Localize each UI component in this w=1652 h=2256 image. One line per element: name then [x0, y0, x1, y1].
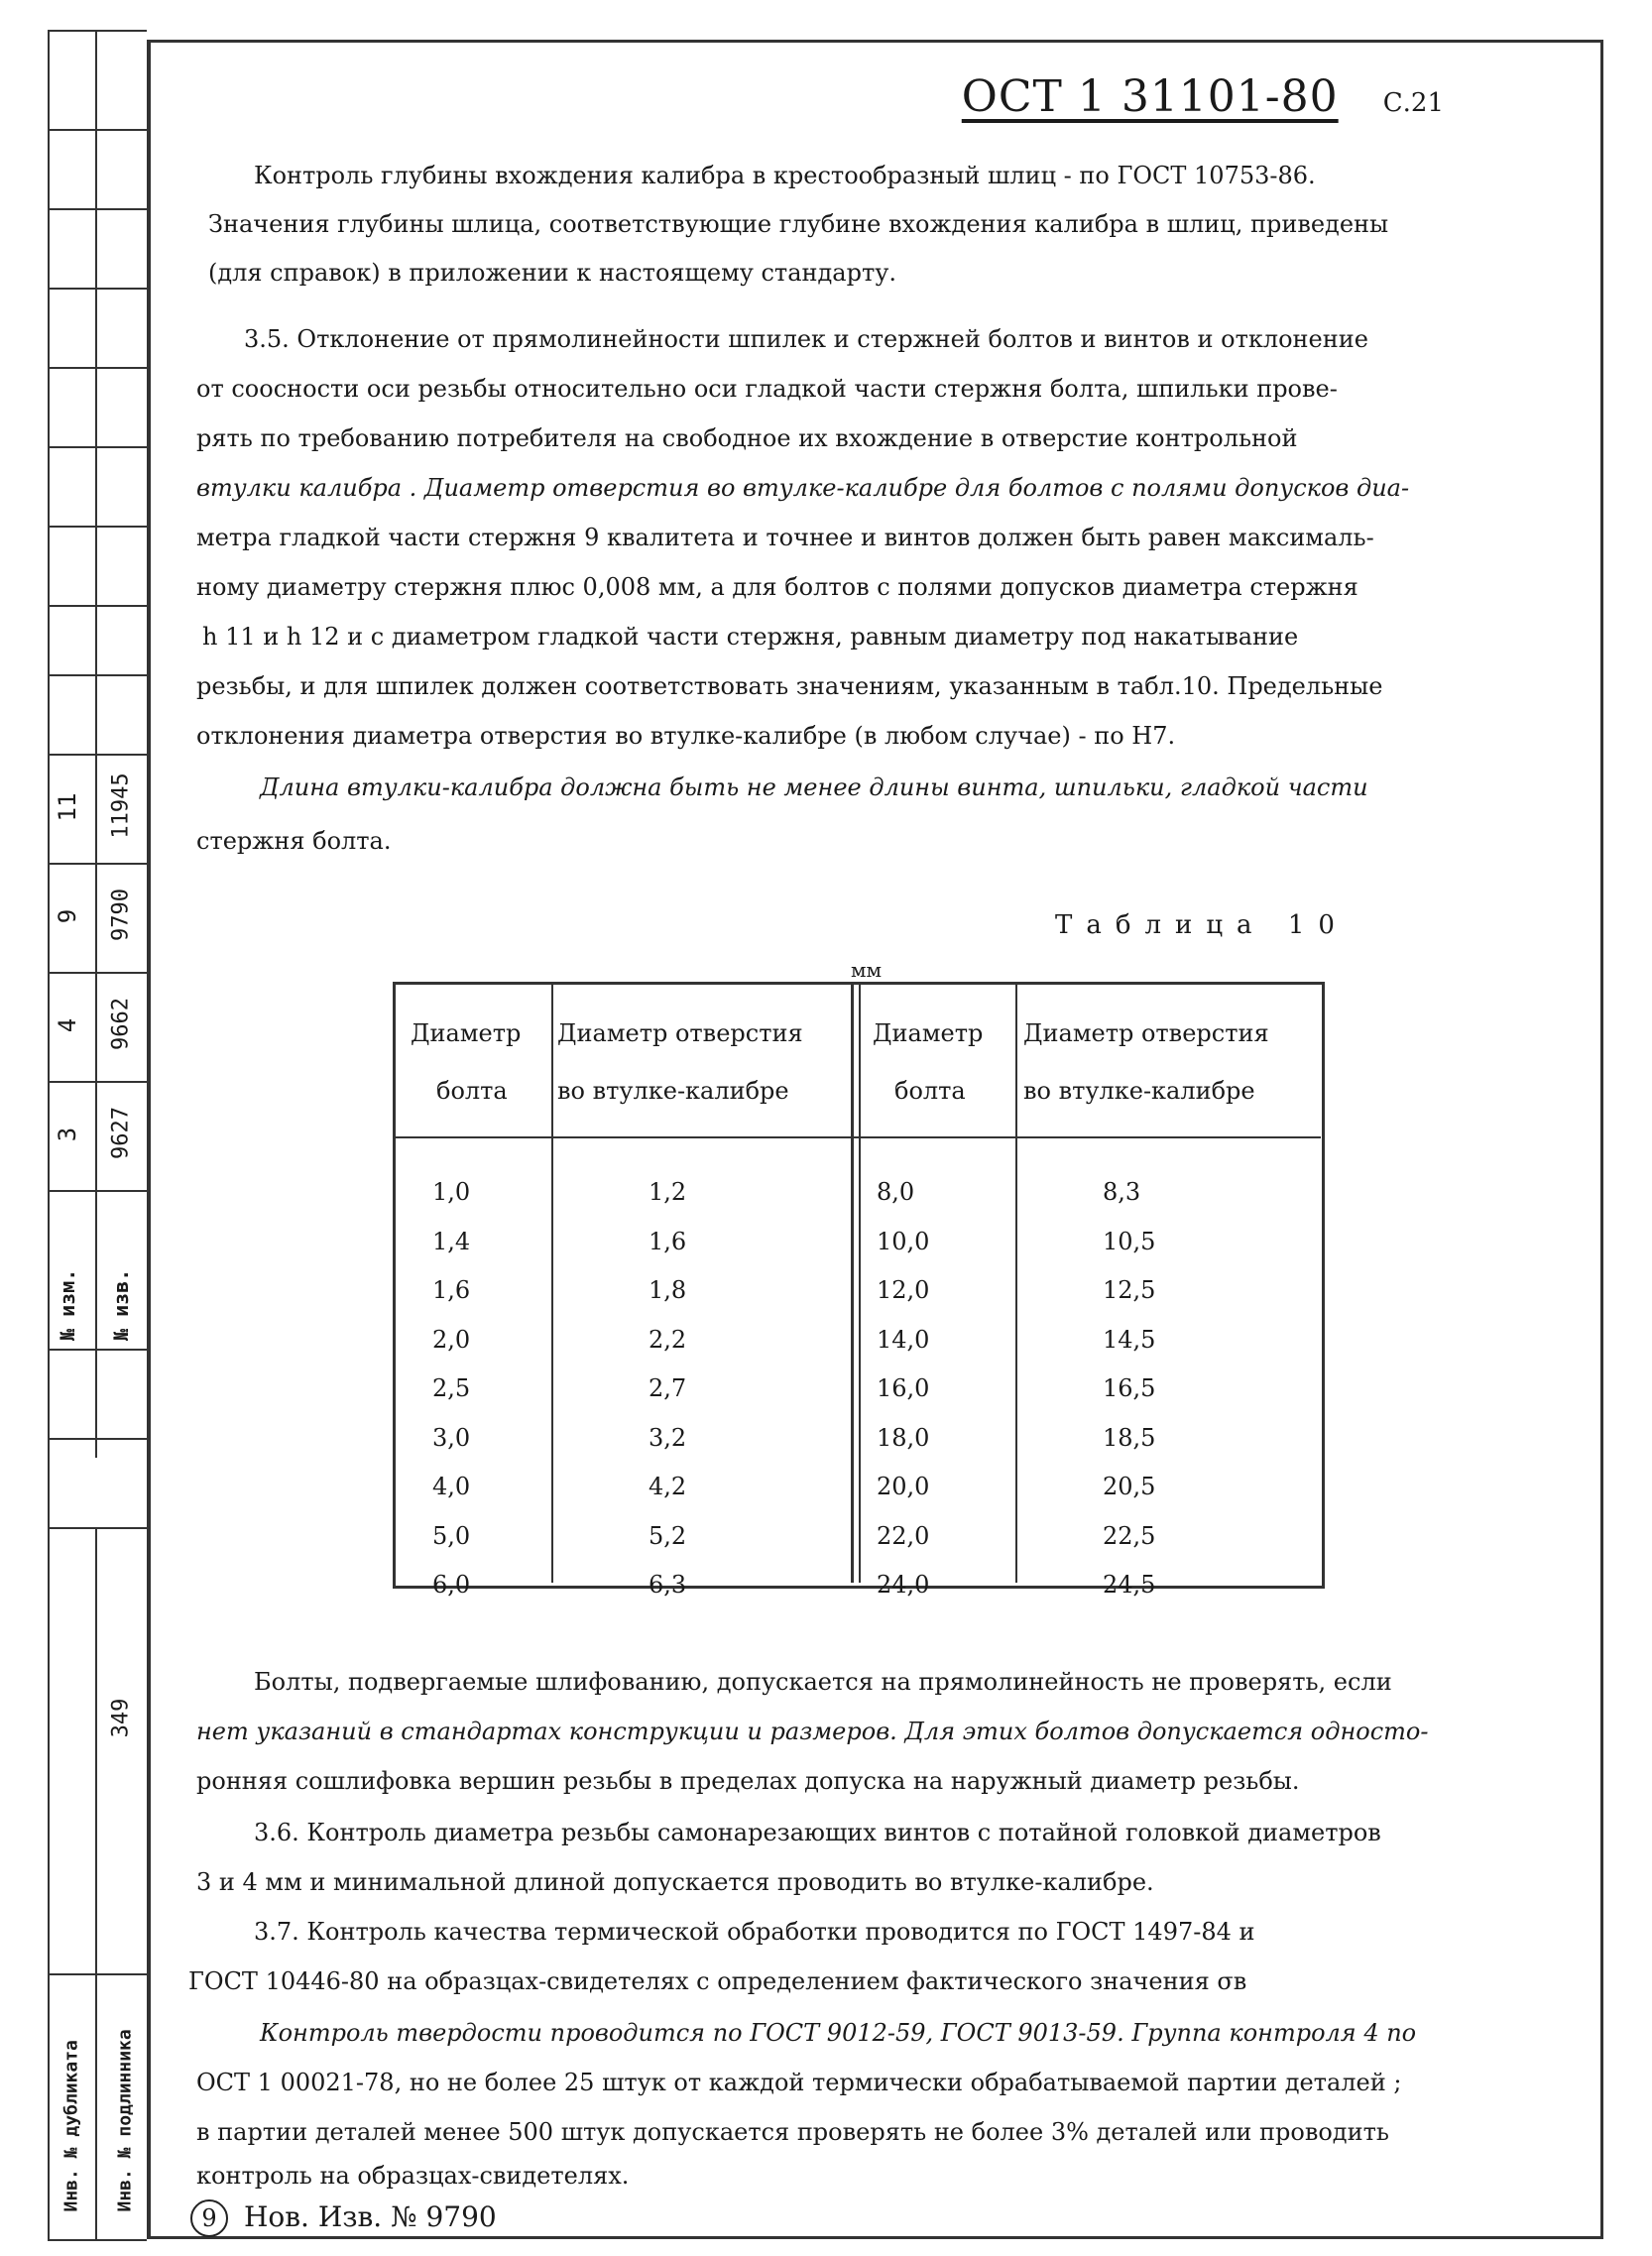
table-header: болта — [436, 1077, 508, 1105]
table-cell: 2,2 — [649, 1326, 687, 1354]
table-cell: 14,0 — [877, 1326, 930, 1354]
revision-strip — [48, 30, 147, 2241]
table-cell: 22,5 — [1103, 1522, 1156, 1550]
table-cell: 1,0 — [432, 1178, 471, 1206]
text-line: в партии деталей менее 500 штук допускается проверять не более 3% деталей или проводить — [196, 2118, 1389, 2146]
text-line: 3.6. Контроль диаметра резьбы самонарезающих винтов с потайной головкой диаметров — [254, 1819, 1381, 1846]
text-line: нет указаний в стандартах конструкции и размеров. Для этих болтов допускается односто- — [196, 1718, 1429, 1745]
table-cell: 18,5 — [1103, 1424, 1156, 1452]
table-cell: 5,2 — [649, 1522, 687, 1550]
text-line: 3.5. Отклонение от прямолинейности шпилек и стержней болтов и винтов и отклонение — [244, 325, 1368, 353]
text-line: h 11 и h 12 и с диаметром гладкой части стержня, равным диаметру под накатывание — [202, 623, 1299, 651]
text-line: ному диаметру стержня плюс 0,008 мм, а для болтов с полями допусков диаметра стержня — [196, 573, 1358, 601]
text-line: (для справок) в приложении к настоящему стандарту. — [208, 259, 896, 287]
izm-value: 4 — [54, 1017, 81, 1033]
izv-value: 9790 — [108, 889, 134, 941]
change-number-circle: 9 — [190, 2199, 228, 2237]
text-line: метра гладкой части стержня 9 квалитета и точнее и винтов должен быть равен максималь- — [196, 524, 1374, 551]
text-line: ОСТ 1 00021-78, но не более 25 штук от каждой термически обрабатываемой партии деталей ; — [196, 2069, 1402, 2096]
text-line: 3.7. Контроль качества термической обработки проводится по ГОСТ 1497-84 и — [254, 1918, 1255, 1946]
text-line: Контроль глубины вхождения калибра в крестообразный шлиц - по ГОСТ 10753-86. — [254, 162, 1316, 189]
table-cell: 22,0 — [877, 1522, 930, 1550]
table-cell: 6,0 — [432, 1571, 471, 1599]
table-cell: 24,0 — [877, 1571, 930, 1599]
text-line: отклонения диаметра отверстия во втулке-калибре (в любом случае) - по Н7. — [196, 722, 1176, 750]
izm-value: 9 — [54, 908, 81, 924]
table-cell: 8,3 — [1103, 1178, 1141, 1206]
table-cell: 2,0 — [432, 1326, 471, 1354]
table-cell: 10,0 — [877, 1228, 930, 1255]
text-line: 3 и 4 мм и минимальной длиной допускается проводить во втулке-калибре. — [196, 1868, 1154, 1896]
document-header — [962, 71, 1444, 122]
podlinnik-number: 349 — [108, 1698, 134, 1738]
izv-value: 11945 — [108, 772, 134, 839]
table-cell: 24,5 — [1103, 1571, 1156, 1599]
table-header: во втулке-калибре — [557, 1077, 789, 1105]
table-cell: 1,6 — [649, 1228, 687, 1255]
table-header: Диаметр отверстия — [557, 1019, 803, 1047]
text-line: контроль на образцах-свидетелях. — [196, 2162, 630, 2190]
table-caption: Таблица 10 — [1055, 910, 1349, 940]
page-number: С.21 — [1382, 88, 1444, 118]
text-line: ронняя сошлифовка вершин резьбы в пределах допуска на наружный диаметр резьбы. — [196, 1767, 1300, 1795]
text-line: Длина втулки-калибра должна быть не менее длины винта, шпильки, гладкой части — [260, 773, 1368, 801]
change-notice — [190, 2199, 497, 2237]
text-line: рять по требованию потребителя на свободное их вхождение в отверстие контрольной — [196, 424, 1298, 452]
izm-label: № изм. — [56, 1268, 79, 1341]
table-cell: 1,4 — [432, 1228, 471, 1255]
table-cell: 3,0 — [432, 1424, 471, 1452]
table-cell: 2,5 — [432, 1374, 471, 1402]
table-cell: 1,8 — [649, 1276, 687, 1304]
inv-podlinnika-label: Инв. № подлинника — [114, 2029, 136, 2212]
text-line: ГОСТ 10446-80 на образцах-свидетелях с определением фактического значения σв — [188, 1967, 1247, 1995]
table-cell: 20,0 — [877, 1473, 930, 1500]
izv-label: № изв. — [109, 1268, 133, 1341]
table-header: Диаметр — [411, 1019, 522, 1047]
table-cell: 18,0 — [877, 1424, 930, 1452]
table-unit: мм — [851, 958, 883, 982]
text-line: от соосности оси резьбы относительно оси гладкой части стержня болта, шпильки прове- — [196, 375, 1338, 403]
inv-dublikata-label: Инв. № дубликата — [60, 2040, 82, 2212]
table-header: Диаметр отверстия — [1023, 1019, 1269, 1047]
text-line: втулки калибра . Диаметр отверстия во втулке-калибре для болтов с полями допусков диа- — [196, 474, 1410, 502]
table-header: Диаметр — [873, 1019, 984, 1047]
table-cell: 2,7 — [649, 1374, 687, 1402]
text-line: стержня болта. — [196, 827, 392, 855]
table-header: болта — [894, 1077, 966, 1105]
table-cell: 6,3 — [649, 1571, 687, 1599]
text-line: Болты, подвергаемые шлифованию, допускается на прямолинейность не проверять, если — [254, 1668, 1392, 1696]
text-line: резьбы, и для шпилек должен соответствовать значениям, указанным в табл.10. Предельные — [196, 672, 1383, 700]
table-cell: 4,0 — [432, 1473, 471, 1500]
table-cell: 16,0 — [877, 1374, 930, 1402]
izv-value: 9627 — [108, 1107, 134, 1159]
table-cell: 3,2 — [649, 1424, 687, 1452]
table-cell: 1,6 — [432, 1276, 471, 1304]
table-header: во втулке-калибре — [1023, 1077, 1255, 1105]
standard-code: ОСТ 1 31101-80 — [961, 71, 1339, 122]
table-cell: 12,0 — [877, 1276, 930, 1304]
table-cell: 5,0 — [432, 1522, 471, 1550]
table-cell: 16,5 — [1103, 1374, 1156, 1402]
text-line: Контроль твердости проводится по ГОСТ 9012-59, ГОСТ 9013-59. Группа контроля 4 по — [260, 2019, 1417, 2047]
izm-value: 11 — [54, 792, 81, 822]
change-notice-text: Нов. Изв. № 9790 — [244, 2200, 497, 2233]
table-cell: 4,2 — [649, 1473, 687, 1500]
izm-value: 3 — [54, 1127, 81, 1142]
table-cell: 12,5 — [1103, 1276, 1156, 1304]
izv-value: 9662 — [108, 998, 134, 1050]
table-cell: 10,5 — [1103, 1228, 1156, 1255]
text-line: Значения глубины шлица, соответствующие глубине вхождения калибра в шлиц, приведены — [208, 210, 1389, 238]
table-cell: 20,5 — [1103, 1473, 1156, 1500]
table-cell: 8,0 — [877, 1178, 915, 1206]
table-cell: 1,2 — [649, 1178, 687, 1206]
table-cell: 14,5 — [1103, 1326, 1156, 1354]
